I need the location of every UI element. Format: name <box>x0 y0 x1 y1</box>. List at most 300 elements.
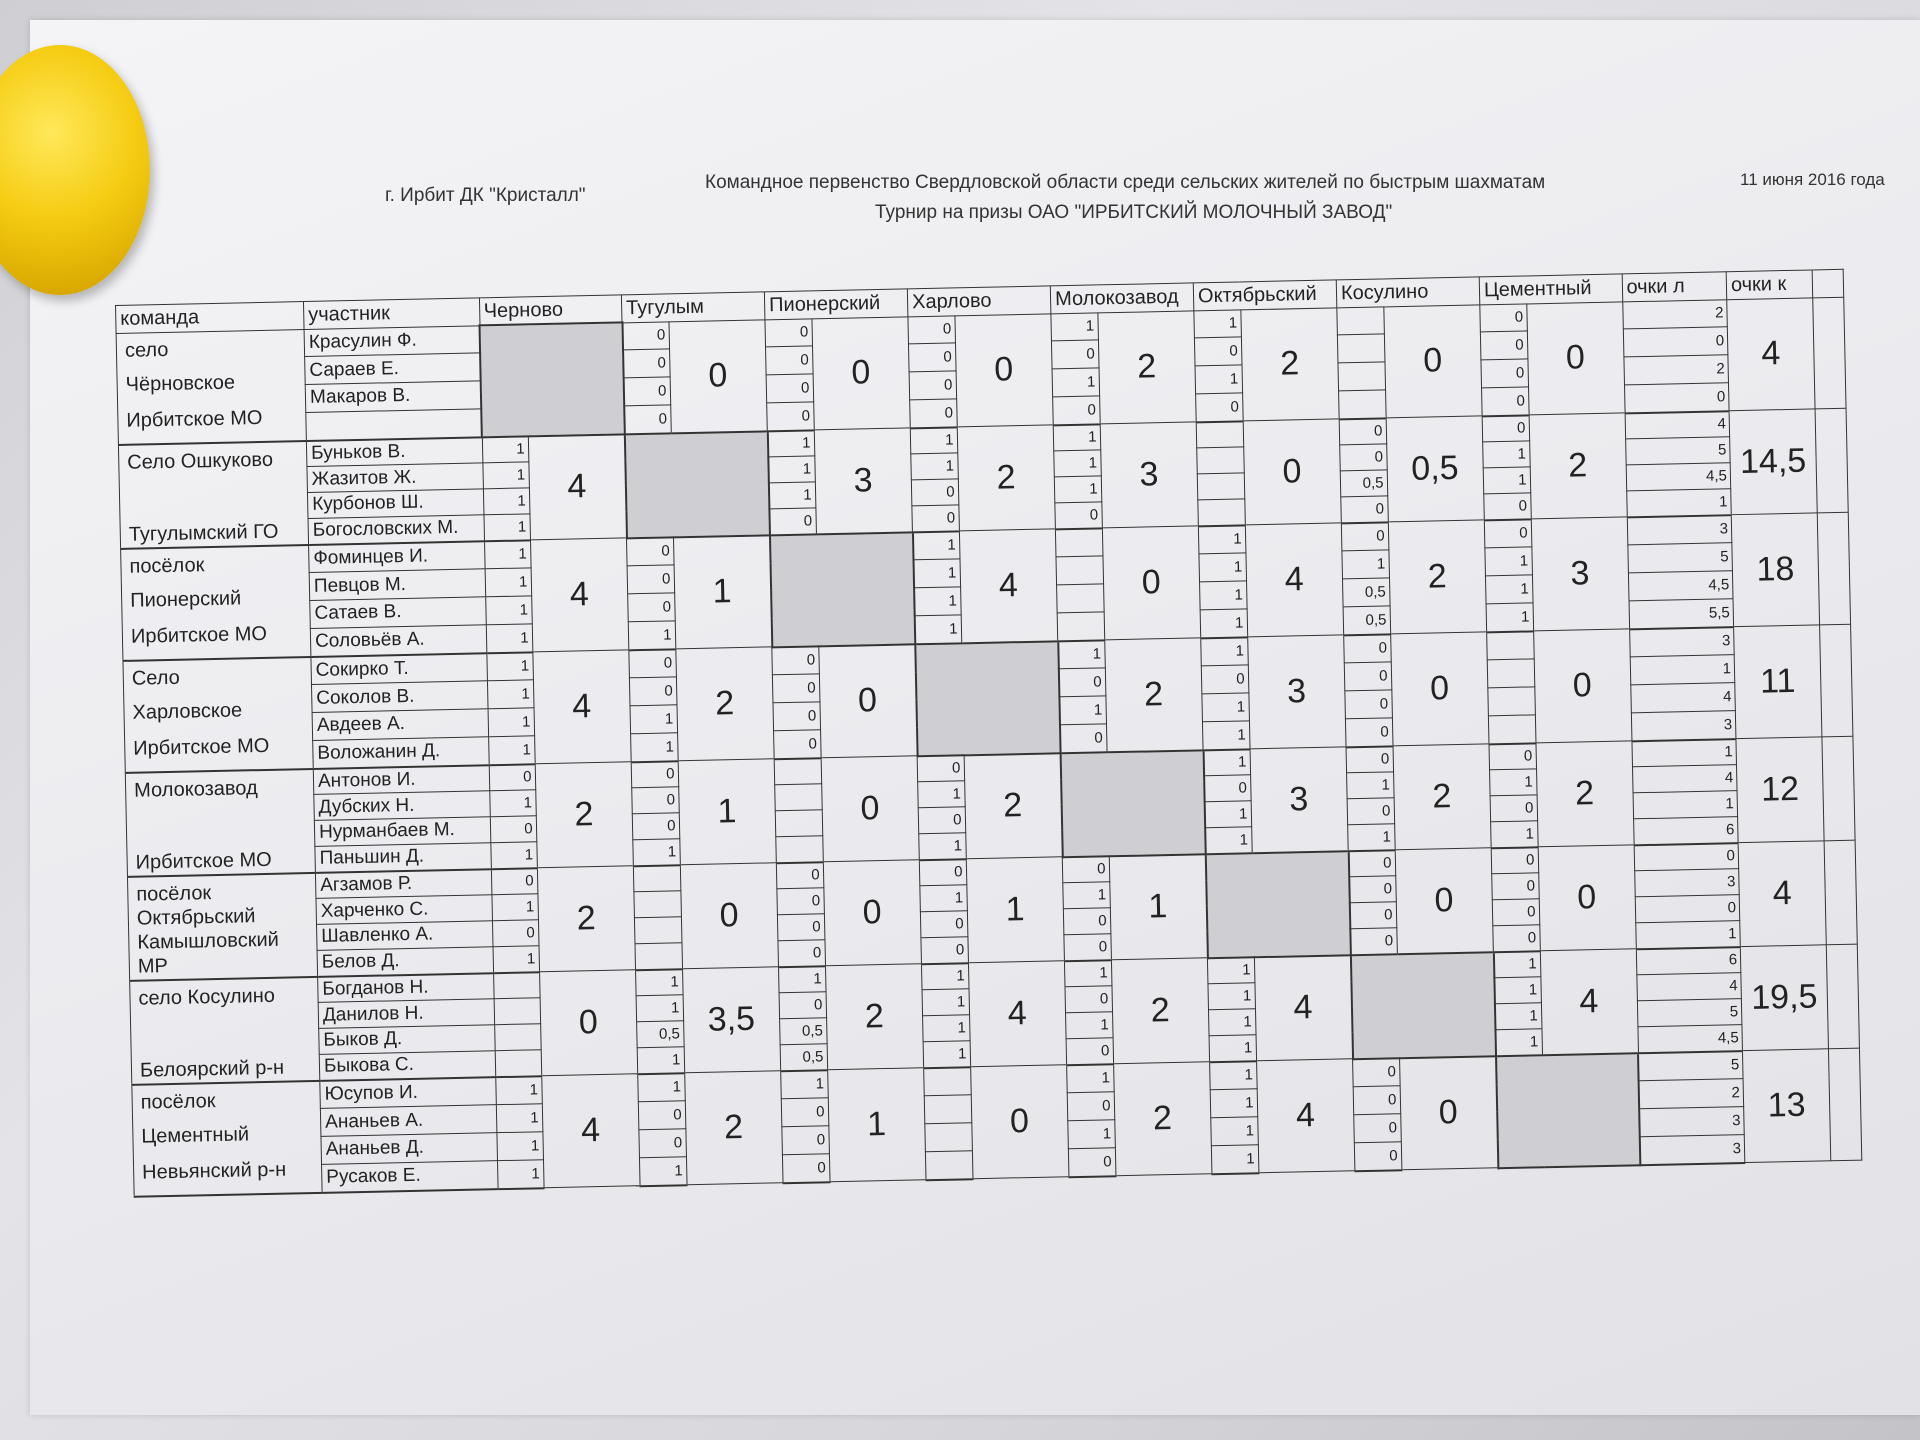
paper-sheet <box>30 20 1920 1415</box>
match-total: 4 <box>532 650 631 764</box>
board-score: 0 <box>632 787 679 814</box>
match-total: 0 <box>539 970 638 1076</box>
player-points: 0 <box>1635 895 1740 923</box>
match-total: 4 <box>1245 523 1344 637</box>
venue-label: г. Ирбит ДК "Кристалл" <box>385 185 586 206</box>
board-score: 1 <box>628 621 675 650</box>
board-score <box>634 891 681 918</box>
board-score <box>633 865 680 892</box>
match-total: 4 <box>1254 955 1353 1061</box>
board-score: 0 <box>1064 934 1111 961</box>
match-total: 3,5 <box>682 967 781 1073</box>
team-name-line: Пионерский <box>129 586 242 612</box>
player-name: Данилов Н. <box>318 999 494 1028</box>
board-score: 1 <box>1064 960 1111 987</box>
board-score: 1 <box>636 995 683 1022</box>
player-points: 3 <box>1629 627 1734 657</box>
col-opponent-2: Тугулым <box>621 292 765 322</box>
board-score: 1 <box>913 559 960 588</box>
self-match-cell <box>1060 750 1205 857</box>
self-match-cell <box>1350 952 1495 1059</box>
match-total: 1 <box>966 857 1065 963</box>
team-name <box>116 329 306 444</box>
board-score: 0 <box>622 321 669 350</box>
board-score: 0 <box>1344 662 1391 691</box>
board-score: 0 <box>1067 1092 1114 1121</box>
player-name: Макаров В. <box>305 381 481 412</box>
col-points-l: очки л <box>1622 272 1727 302</box>
tournament-title: Командное первенство Свердловской области среди сельских жителей по быстрым шахматам <box>705 172 1546 193</box>
player-name: Сатаев В. <box>310 597 486 628</box>
board-score: 1 <box>768 456 815 483</box>
board-score: 0 <box>912 505 959 532</box>
board-score: 1 <box>768 482 815 509</box>
board-score: 0 <box>781 1098 828 1127</box>
board-score: 0 <box>782 1126 829 1155</box>
board-score: 1 <box>1203 749 1250 776</box>
board-score: 1 <box>1067 1064 1114 1093</box>
player-name: Дубских Н. <box>314 791 490 820</box>
player-points: 0 <box>1623 327 1728 357</box>
board-score <box>775 810 822 837</box>
board-score: 1 <box>483 514 530 541</box>
board-score: 0 <box>777 914 824 941</box>
team-name <box>121 544 311 660</box>
player-points: 3 <box>1634 869 1739 897</box>
match-total: 2 <box>1111 958 1210 1064</box>
board-score: 0 <box>1340 444 1387 471</box>
player-points: 1 <box>1630 655 1735 685</box>
board-score: 1 <box>1207 957 1254 984</box>
board-score: 1 <box>1058 640 1105 669</box>
col-points-k: очки к <box>1726 270 1813 299</box>
board-score: 1 <box>1485 547 1532 576</box>
board-score: 0 <box>1051 340 1098 369</box>
results-table <box>115 269 1862 1198</box>
match-total: 0 <box>811 316 910 429</box>
board-score: 1 <box>495 1076 542 1105</box>
board-score: 0 <box>490 816 537 843</box>
team-name <box>123 656 313 772</box>
col-opponent-1: Черново <box>479 295 622 325</box>
board-score: 0,5 <box>780 1018 827 1045</box>
player-points: 2 <box>1623 355 1728 385</box>
board-score: 0 <box>1349 876 1396 903</box>
board-score: 0 <box>1194 337 1241 366</box>
match-total: 2 <box>957 425 1056 531</box>
col-opponent-4: Харлово <box>907 286 1051 316</box>
board-score: 0 <box>777 888 824 915</box>
board-score: 0 <box>1345 690 1392 719</box>
player-points: 4,5 <box>1628 571 1733 601</box>
team-name-line: Тугулымский ГО <box>128 520 279 546</box>
board-score <box>1488 687 1535 716</box>
board-score: 0 <box>1348 850 1395 877</box>
board-score: 1 <box>1491 821 1538 848</box>
match-total: 1 <box>827 1068 926 1182</box>
team-name-line: Ирбитское МО <box>135 848 272 874</box>
board-score: 0 <box>1482 387 1529 416</box>
board-score <box>635 942 682 969</box>
board-score: 1 <box>918 781 965 808</box>
team-name-line: Село Ошкуково <box>127 448 274 474</box>
team-name-line: Камышловский <box>137 928 280 954</box>
board-score: 0 <box>1344 634 1391 663</box>
board-score: 1 <box>489 790 536 817</box>
team-name-line: Ирбитское МО <box>126 406 263 432</box>
player-name: Нурманбаев М. <box>314 817 490 846</box>
board-score <box>1339 390 1386 419</box>
board-score: 0 <box>626 537 673 566</box>
board-score: 0 <box>921 937 968 964</box>
team-points: 4 <box>1727 297 1815 410</box>
player-points: 4 <box>1636 973 1741 1001</box>
team-name-line <box>128 472 303 500</box>
board-score: 1 <box>1209 1034 1256 1061</box>
team-name-line: село <box>124 338 169 362</box>
player-name <box>306 409 482 441</box>
board-score: 0 <box>1066 1037 1113 1064</box>
team-name-line <box>139 1007 314 1035</box>
board-score <box>1055 528 1102 557</box>
board-score: 0 <box>1347 798 1394 825</box>
board-score: 0 <box>1063 908 1110 935</box>
board-score <box>1337 306 1384 335</box>
player-points: 3 <box>1639 1107 1744 1137</box>
match-total: 2 <box>964 753 1063 859</box>
board-score: 1 <box>1211 1117 1258 1146</box>
tournament-subtitle: Турнир на призы ОАО "ИРБИТСКИЙ МОЛОЧНЫЙ ЗАВОД" <box>875 202 1393 223</box>
board-score: 0 <box>1062 856 1109 883</box>
board-score: 0,5 <box>780 1043 827 1070</box>
board-score: 1 <box>1051 312 1098 341</box>
board-score: 0 <box>1065 986 1112 1013</box>
board-score: 0 <box>1068 1147 1115 1176</box>
board-score: 0 <box>1059 724 1106 753</box>
board-score: 1 <box>496 1104 543 1133</box>
board-score: 1 <box>921 963 968 990</box>
player-points: 4 <box>1632 765 1737 793</box>
board-score: 1 <box>482 462 529 489</box>
board-score: 0 <box>766 346 813 375</box>
board-score <box>925 1123 972 1152</box>
edge-cell <box>1817 512 1850 625</box>
board-score <box>1488 715 1535 744</box>
board-score: 1 <box>1053 424 1100 451</box>
board-score: 1 <box>487 680 534 709</box>
board-score: 1 <box>1210 1089 1257 1118</box>
crosstable <box>115 269 1862 1198</box>
match-total: 2 <box>1240 307 1339 420</box>
board-score: 1 <box>1198 525 1245 554</box>
board-score: 1 <box>1208 1009 1255 1036</box>
team-name <box>132 1080 322 1196</box>
board-score: 0 <box>1354 1114 1401 1143</box>
board-score: 1 <box>1342 550 1389 579</box>
board-score: 0 <box>1480 331 1527 360</box>
board-score: 0 <box>772 646 819 675</box>
board-score: 1 <box>486 652 533 681</box>
board-score: 1 <box>1204 801 1251 828</box>
match-total: 1 <box>1109 854 1208 960</box>
player-points: 6 <box>1636 947 1741 975</box>
board-score: 0 <box>1196 393 1243 422</box>
match-total: 3 <box>1250 747 1349 853</box>
board-score: 1 <box>781 1070 828 1099</box>
match-total: 4 <box>959 529 1058 643</box>
board-score: 0 <box>1053 396 1100 425</box>
match-total: 2 <box>1535 741 1633 847</box>
team-name-line: Цементный <box>141 1122 250 1148</box>
board-score: 0 <box>1201 665 1248 694</box>
board-score <box>1057 584 1104 613</box>
player-name: Сараев Е. <box>305 353 481 384</box>
team-name <box>118 441 308 549</box>
match-total: 1 <box>673 535 772 649</box>
board-score: 1 <box>1495 1029 1542 1056</box>
board-score: 1 <box>922 989 969 1016</box>
match-total: 2 <box>1097 310 1196 423</box>
board-score: 1 <box>630 705 677 734</box>
player-name: Богословских М. <box>308 515 484 545</box>
match-total: 2 <box>675 647 774 761</box>
player-points: 5 <box>1638 1051 1743 1081</box>
board-score: 1 <box>1194 309 1241 338</box>
player-points: 1 <box>1633 791 1738 819</box>
team-points: 18 <box>1731 513 1819 627</box>
player-points: 3 <box>1640 1134 1745 1164</box>
board-score: 0 <box>774 730 821 759</box>
team-name-line: посёлок <box>136 881 212 906</box>
board-score: 1 <box>491 894 538 921</box>
match-total: 2 <box>535 762 634 868</box>
match-total: 2 <box>684 1071 783 1185</box>
player-name: Антонов И. <box>313 765 489 795</box>
board-score: 0 <box>1341 522 1388 551</box>
team-name-line <box>139 1031 314 1059</box>
board-score: 1 <box>493 945 540 972</box>
match-total: 4 <box>1540 949 1638 1055</box>
board-score: 1 <box>1483 467 1530 494</box>
self-match-cell <box>1496 1053 1641 1168</box>
player-points: 1 <box>1631 739 1736 767</box>
board-score: 1 <box>1483 441 1530 468</box>
board-score <box>494 1024 541 1051</box>
board-score: 0 <box>908 343 955 372</box>
team-points: 13 <box>1742 1049 1830 1163</box>
board-score: 0 <box>492 920 539 947</box>
board-score: 0 <box>1058 668 1105 697</box>
player-points: 6 <box>1633 816 1738 844</box>
match-total: 0 <box>1390 632 1489 746</box>
match-total: 0 <box>1538 845 1636 951</box>
board-score: 1 <box>1202 721 1249 750</box>
board-score: 0 <box>623 349 670 378</box>
board-score: 0 <box>909 371 956 400</box>
edge-cell <box>1824 840 1857 945</box>
board-score: 0 <box>911 479 958 506</box>
team-name-line: посёлок <box>140 1089 216 1114</box>
col-edge <box>1812 269 1844 297</box>
self-match-cell <box>624 431 769 538</box>
player-name: Соловьёв А. <box>310 625 486 657</box>
board-score: 0 <box>765 318 812 347</box>
board-score: 1 <box>1493 951 1540 978</box>
match-total: 2 <box>1113 1062 1212 1176</box>
board-score <box>1338 362 1385 391</box>
player-points: 4 <box>1630 683 1735 713</box>
board-score: 1 <box>919 833 966 860</box>
board-score: 1 <box>486 624 533 653</box>
match-total: 2 <box>1388 520 1487 634</box>
board-score: 0 <box>776 862 823 889</box>
match-total: 0,5 <box>1386 416 1485 522</box>
board-score: 0 <box>1353 1086 1400 1115</box>
col-player: участник <box>303 298 479 329</box>
player-name: Жазитов Ж. <box>307 463 483 492</box>
board-score: 0 <box>627 565 674 594</box>
self-match-cell <box>915 641 1060 756</box>
board-score: 0 <box>639 1129 686 1158</box>
tournament-date: 11 июня 2016 года <box>1740 170 1885 189</box>
board-score: 0 <box>1055 502 1102 529</box>
player-name: Курбонов Ш. <box>307 489 483 518</box>
board-score: 0 <box>1493 925 1540 952</box>
board-score: 0 <box>769 508 816 535</box>
team-name-line: Харловское <box>132 698 243 724</box>
board-score: 1 <box>488 708 535 737</box>
results-body <box>116 297 1862 1196</box>
board-score: 1 <box>637 1046 684 1073</box>
match-total: 3 <box>1247 635 1346 749</box>
board-score: 1 <box>1201 637 1248 666</box>
board-score: 1 <box>1210 1061 1257 1090</box>
match-total: 2 <box>1529 413 1627 519</box>
board-score: 0 <box>1492 899 1539 926</box>
team-name-line <box>128 496 303 524</box>
board-score: 1 <box>1485 575 1532 604</box>
board-score: 1 <box>1348 824 1395 851</box>
board-score: 1 <box>496 1132 543 1161</box>
match-total: 0 <box>1526 301 1624 414</box>
board-score: 1 <box>911 453 958 480</box>
edge-cell <box>1815 408 1848 513</box>
board-score: 1 <box>920 885 967 912</box>
player-name: Соколов В. <box>311 681 487 712</box>
player-points: 0 <box>1624 382 1729 412</box>
match-total: 0 <box>1533 629 1631 743</box>
board-score: 0 <box>1484 493 1531 520</box>
board-score: 1 <box>914 615 961 644</box>
board-score: 0 <box>778 940 825 967</box>
board-score: 1 <box>767 430 814 457</box>
player-name: Богданов Н. <box>318 973 494 1003</box>
board-score: 0 <box>908 315 955 344</box>
self-match-cell <box>480 322 625 436</box>
board-score: 1 <box>1063 882 1110 909</box>
board-score: 1 <box>1486 603 1533 632</box>
team-points: 19,5 <box>1740 945 1828 1051</box>
board-score: 0 <box>638 1101 685 1130</box>
board-score <box>924 1067 971 1096</box>
player-name: Русаков Е. <box>322 1160 498 1192</box>
player-points: 0 <box>1634 843 1739 871</box>
team-name-line <box>135 824 310 852</box>
board-score: 0 <box>1339 418 1386 445</box>
team-name-line: Ирбитское МО <box>133 734 270 760</box>
board-score: 0 <box>631 761 678 788</box>
match-total: 2 <box>825 964 924 1070</box>
match-total: 2 <box>537 866 636 972</box>
board-score: 1 <box>912 531 959 560</box>
match-total: 2 <box>1104 638 1203 752</box>
player-points: 3 <box>1627 515 1732 545</box>
match-total: 0 <box>1395 848 1494 954</box>
player-name: Агзамов Р. <box>315 869 491 899</box>
board-score: 0 <box>629 677 676 706</box>
board-score: 1 <box>923 1040 970 1067</box>
player-name: Певцов М. <box>309 569 485 600</box>
board-score <box>774 758 821 785</box>
match-total: 4 <box>541 1074 640 1188</box>
match-total: 0 <box>1243 419 1342 525</box>
player-name: Быков Д. <box>319 1025 495 1054</box>
team-name <box>127 872 317 980</box>
match-total: 0 <box>680 863 779 969</box>
match-total: 3 <box>1100 422 1199 528</box>
player-points: 2 <box>1639 1079 1744 1109</box>
board-score: 1 <box>1068 1120 1115 1149</box>
board-score: 0 <box>1204 775 1251 802</box>
board-score: 1 <box>1205 827 1252 854</box>
board-score: 1 <box>1347 772 1394 799</box>
board-score <box>1487 659 1534 688</box>
board-score: 0 <box>624 405 671 434</box>
player-points: 5 <box>1637 999 1742 1027</box>
board-score: 0 <box>623 377 670 406</box>
board-score: 0 <box>782 1153 829 1182</box>
player-name: Фоминцев И. <box>309 541 485 573</box>
team-name-line: Октябрьский <box>136 904 256 930</box>
board-score: 1 <box>1066 1012 1113 1039</box>
board-score: 1 <box>484 540 531 569</box>
col-opponent-5: Молокозавод <box>1050 283 1194 313</box>
match-total: 4 <box>530 538 629 652</box>
match-total: 3 <box>1531 517 1629 631</box>
board-score <box>776 836 823 863</box>
team-name-line <box>134 800 309 828</box>
team-name-line: Невьянский р-н <box>141 1158 287 1184</box>
player-name: Воложанин Д. <box>313 736 489 768</box>
player-name: Ананьев Д. <box>321 1133 497 1164</box>
board-score: 1 <box>1199 553 1246 582</box>
match-total: 0 <box>1399 1056 1498 1170</box>
edge-cell <box>1822 736 1855 841</box>
board-score: 1 <box>631 733 678 762</box>
player-points: 4,5 <box>1637 1024 1742 1052</box>
board-score <box>1057 612 1104 641</box>
player-name: Белов Д. <box>317 946 493 976</box>
board-score <box>494 998 541 1025</box>
match-total: 4 <box>1256 1059 1355 1173</box>
match-total: 0 <box>823 860 922 966</box>
match-total: 0 <box>954 313 1053 426</box>
match-total: 4 <box>528 434 627 540</box>
match-total: 1 <box>678 759 777 865</box>
board-score <box>1196 421 1243 448</box>
team-name-line: Молокозавод <box>133 776 258 802</box>
player-name: Харченко С. <box>316 895 492 924</box>
